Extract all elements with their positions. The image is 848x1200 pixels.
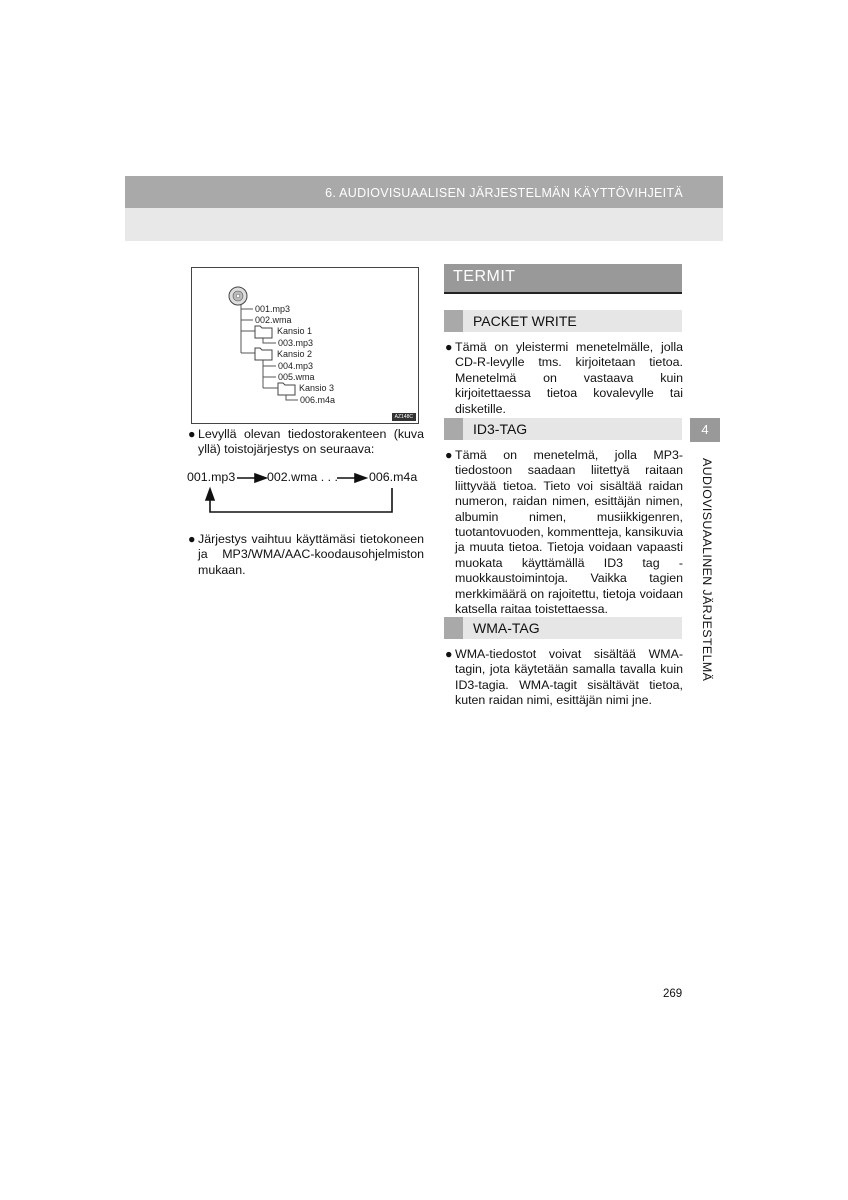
bullet-icon: ● [188, 532, 196, 546]
bullet-text: Levyllä olevan tiedostorakenteen (kuva yllä) toistojärjestys on seuraava: [198, 427, 424, 457]
tree-item: 005.wma [278, 372, 315, 382]
subheading-marker [444, 310, 463, 332]
page-number: 269 [663, 988, 683, 1000]
tree-item: 002.wma [255, 315, 292, 325]
tree-item: 006.m4a [300, 395, 336, 405]
header-bar [125, 176, 723, 208]
tree-item: Kansio 1 [277, 326, 313, 336]
bullet-text: Tämä on yleistermi menetelmälle, jolla CD-R-levylle tms. kirjoitetaan tietoa. Menetelmä on vastaava kuin kirjoitettaessa tietoa kovalevylle tai disketille. [455, 340, 683, 416]
figure-code: AZ148C [392, 413, 416, 421]
bullet-text: Tämä on menetelmä, jolla MP3-tiedostoon saadaan liitettyä raitaan liittyvää tietoa. Tieto voi sisältää raidan numeron, raidan nimen, esittäjän nimen, albumin nimen, musiikkigenren, tuotantovuoden, kommentteja, kansikuvia ja muuta tietoa. Tietoja voidaan vapaasti muokata käyttämällä ID3 tag -muokkaustoimintoja. Vaikka tagien merkkimäärä on rajoitettu, tietoja voidaan katsella raitaa toistettaessa. [455, 448, 683, 617]
subheading-label: ID3-TAG [473, 421, 528, 437]
subheading-id3-tag [444, 418, 682, 440]
folder-tree-figure [191, 267, 419, 424]
list-item [188, 427, 424, 458]
subheading-wma-tag [444, 617, 682, 639]
subheading-marker [444, 617, 463, 639]
section-divider [444, 292, 682, 294]
tree-item: Kansio 2 [277, 349, 313, 359]
sequence-item: 001.mp3 [187, 470, 236, 484]
section-heading [444, 264, 682, 292]
folder-icon [255, 326, 272, 338]
list-item [445, 448, 683, 617]
folder-icon [278, 383, 295, 395]
bullet-text: WMA-tiedostot voivat sisältää WMA-tagin, jota käytetään samalla tavalla kuin ID3-tagia. WMA-tagit sisältävät tietoa, kuten raidan nimi, esittäjän nimi jne. [455, 647, 683, 708]
section-title: TERMIT [453, 268, 516, 285]
tree-item: 001.mp3 [255, 304, 291, 314]
chapter-side-label: AUDIOVISUAALINEN JÄRJESTELMÄ [700, 458, 714, 682]
bullet-icon: ● [445, 448, 453, 462]
tree-item: 003.mp3 [278, 338, 314, 348]
list-item [445, 647, 683, 709]
list-item [445, 340, 683, 417]
bullet-icon: ● [445, 340, 453, 354]
folder-icon [255, 348, 272, 360]
chapter-tab: 4 [690, 418, 720, 442]
bullet-icon: ● [188, 427, 196, 441]
tree-item: 004.mp3 [278, 361, 314, 371]
header-subbar [125, 208, 723, 241]
disc-icon [229, 287, 247, 305]
tree-item: Kansio 3 [299, 383, 335, 393]
bullet-text: Järjestys vaihtuu käyttämäsi tietokoneen ja MP3/WMA/AAC-koodausohjelmiston mukaan. [198, 532, 424, 577]
bullet-icon: ● [445, 647, 453, 661]
subheading-packet-write [444, 310, 682, 332]
list-item [188, 532, 424, 578]
folder-tree-diagram [192, 268, 418, 423]
chapter-title: 6. AUDIOVISUAALISEN JÄRJESTELMÄN KÄYTTÖVIHJEITÄ [325, 186, 683, 200]
subheading-marker [444, 418, 463, 440]
subheading-label: PACKET WRITE [473, 313, 577, 329]
subheading-label: WMA-TAG [473, 620, 540, 636]
sequence-item: 006.m4a [369, 470, 418, 484]
sequence-item: 002.wma . . . [267, 470, 338, 484]
